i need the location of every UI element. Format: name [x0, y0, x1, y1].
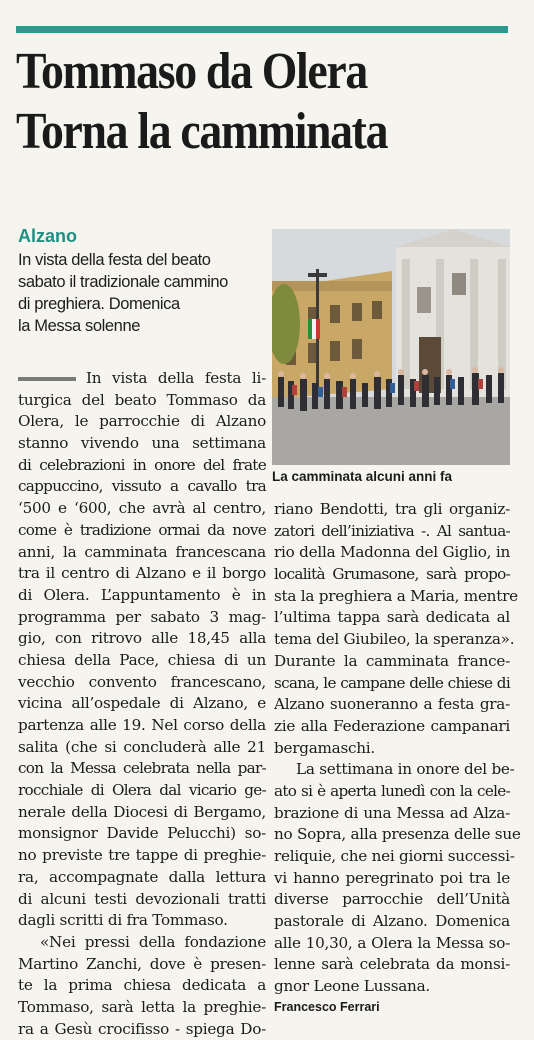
paragraph-marker [18, 377, 76, 381]
body-line: di celebrazioni in onore del frate [18, 455, 266, 474]
body-line: ‘500 e ‘600, che avrà al centro, [18, 499, 266, 518]
body-line: alle 10,30, a Olera la Messa so- [274, 933, 510, 952]
body-line: no Sopra, alla presenza delle sue [274, 825, 521, 844]
body-line: bergamaschi. [274, 738, 375, 757]
summary-line: sabato il tradizionale cammino [18, 273, 228, 291]
church-square-illustration [272, 229, 510, 465]
summary-line: In vista della festa del beato [18, 251, 211, 269]
body-line: dagli scritti di fra Tommaso. [18, 911, 228, 930]
body-line: scana, le campane delle chiese di [274, 673, 510, 692]
body-line: l’ultima tappa sarà dedicata al [274, 608, 510, 627]
kicker-location: Alzano [18, 226, 78, 246]
body-line: Olera, le parrocchie di Alzano [18, 412, 266, 431]
headline [16, 42, 456, 162]
body-line: riano Bendotti, tra gli organiz- [274, 500, 510, 518]
body-line: zie alla Federazione campanari [274, 716, 510, 735]
body-line: di Olera. L’appuntamento è in [18, 585, 266, 604]
body-line: La settimana in onore del be- [296, 760, 515, 779]
body-line: te la prima chiesa dedicata a [18, 976, 266, 995]
body-line: rocchiale di Olera dal vicario ge- [18, 781, 266, 800]
body-line: brazione di una Messa ad Alza- [274, 803, 510, 822]
article-column-1 [18, 368, 266, 1040]
body-line: programma per sabato 3 mag- [18, 607, 266, 626]
body-line: vicina all’ospedale di Alzano, e [18, 694, 266, 713]
body-line: pastorale di Alzano. Domenica [274, 912, 510, 931]
byline: Francesco Ferrari [274, 999, 380, 1014]
body-line: tra il centro di Alzano e il borgo [18, 564, 266, 583]
body-line: di alcuni testi devozionali tratti [18, 889, 266, 908]
body-line: come è tradizione ormai da nove [18, 520, 266, 539]
body-line: salita (che si concluderà alle 21 [18, 737, 266, 756]
body-line: Alzano suoneranno a festa gra- [274, 695, 510, 714]
body-line: con la Messa celebrata nella par- [18, 759, 266, 778]
summary-line: di preghiera. Domenica [18, 295, 180, 313]
body-line: vecchio convento francescano, [18, 672, 266, 691]
body-line: «Nei pressi della fondazione [40, 932, 266, 951]
headline-line: Tommaso da Olera [16, 43, 367, 100]
summary-line: la Messa solenne [18, 317, 141, 335]
body-line: Tommaso, sarà letta la preghie- [18, 997, 266, 1016]
body-line: ra, accompagnate dalla lettura [18, 867, 266, 886]
body-line: chiesa della Pace, chiesa di un [18, 650, 266, 669]
body-line: tema del Giubileo, la speranza». [274, 630, 515, 649]
article-photo [272, 229, 510, 465]
body-line: località Grumasone, sarà propo- [274, 565, 510, 584]
body-line: lenne sarà celebrata da monsi- [274, 955, 510, 974]
body-line: partenza alle 19. Nel corso della [18, 716, 266, 734]
article-column-2 [274, 499, 521, 1014]
body-line: vi hanno peregrinato poi tra le [274, 868, 510, 887]
body-line: gio, con ritrovo alle 18,45 alla [18, 629, 266, 648]
body-line: zatori dell’iniziativa -. Al santua- [274, 521, 510, 540]
body-line: no previste tre tappe di preghie- [18, 846, 266, 865]
body-line: sta la preghiera a Maria, mentre [274, 586, 518, 605]
body-line: Durante la camminata france- [274, 651, 510, 670]
body-line: stanno vivendo una settimana [18, 434, 266, 453]
body-line: monsignor Davide Pelucchi) so- [18, 824, 266, 843]
headline-line: Torna la camminata [16, 103, 388, 160]
body-line: ra a Gesù crocifisso - spiega Do- [18, 1019, 266, 1038]
body-line: reliquie, che nei giorni successi- [274, 847, 515, 865]
body-line: ato si è aperta lunedì con la cele- [274, 781, 510, 800]
top-accent-bar [16, 26, 508, 33]
summary [18, 249, 268, 337]
photo-caption: La camminata alcuni anni fa [272, 469, 453, 484]
body-line: diverse parrocchie dell’Unità [274, 890, 510, 909]
body-line: gnor Leone Lussana. [274, 977, 430, 996]
body-line: anni, la camminata francescana [18, 542, 266, 561]
body-line: nerale della Diocesi di Bergamo, [18, 802, 266, 821]
body-line: Martino Zanchi, dove è presen- [18, 954, 266, 973]
body-line: rio della Madonna del Giglio, in [274, 543, 510, 562]
body-line: turgica del beato Tommaso da [18, 390, 266, 409]
body-line: cappuccino, vissuto a cavallo tra [18, 477, 266, 496]
body-line: In vista della festa li- [86, 369, 266, 387]
